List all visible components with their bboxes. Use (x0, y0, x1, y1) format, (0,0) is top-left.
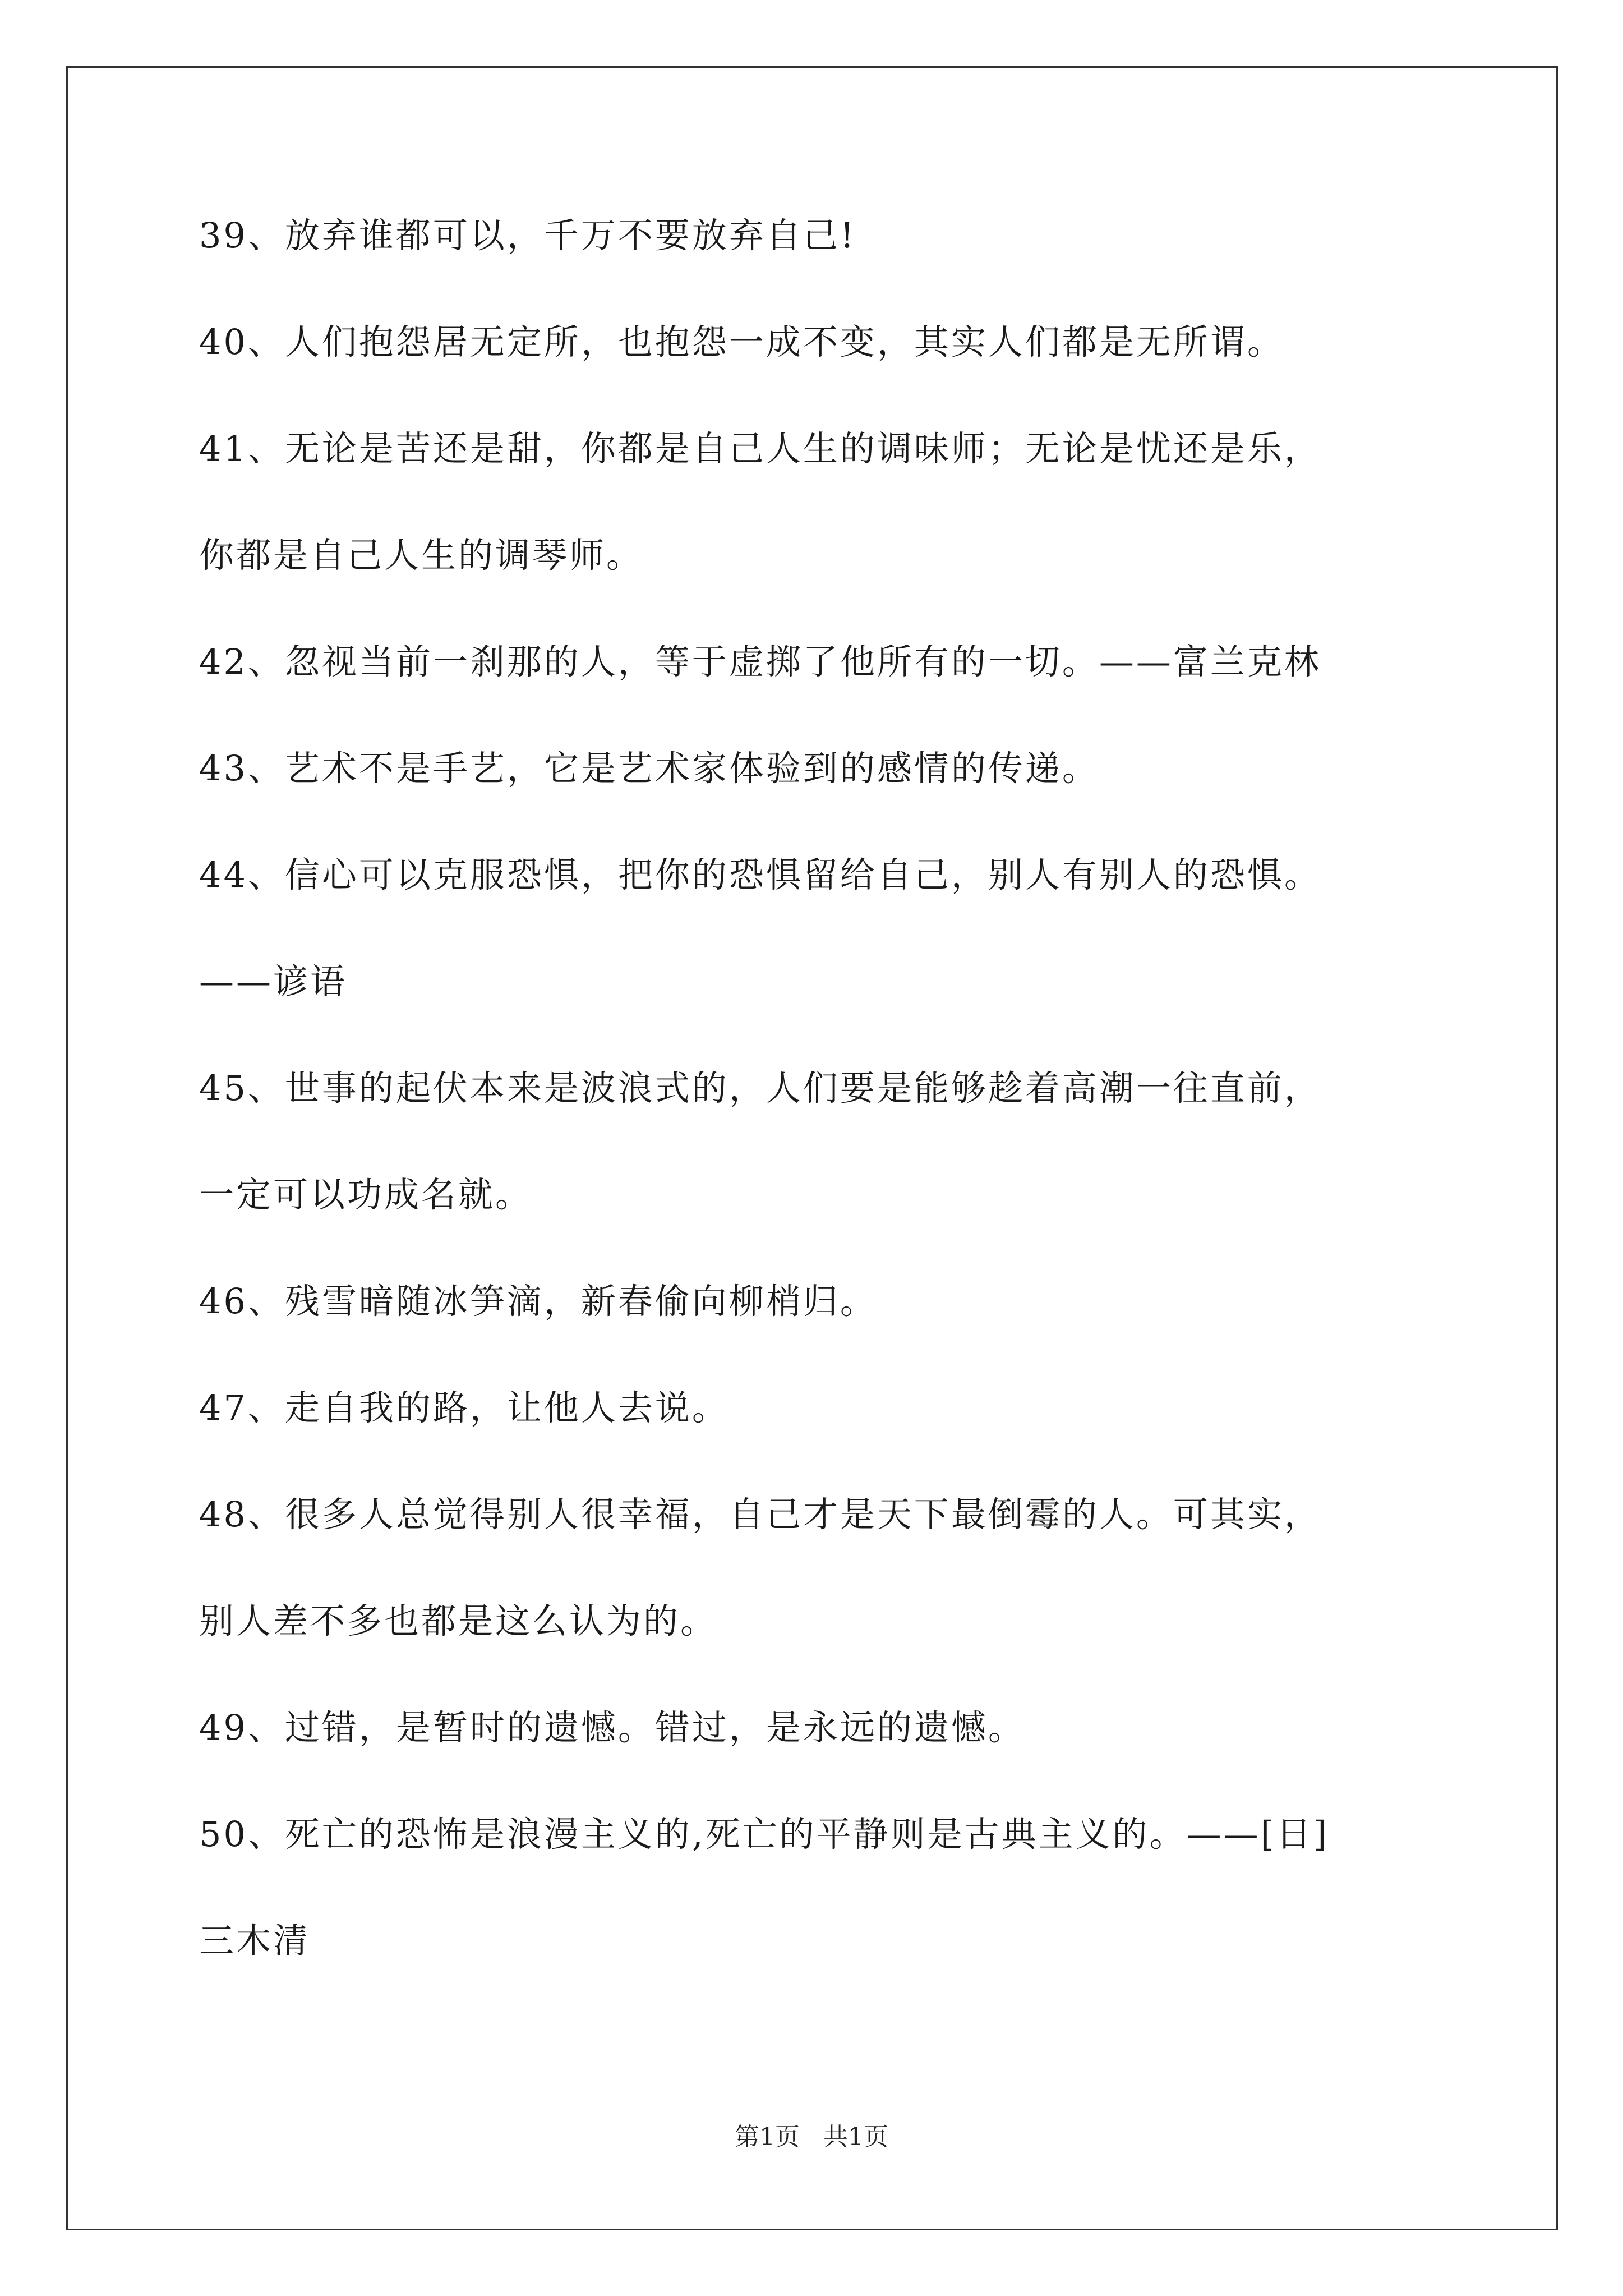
text-line: 42、忽视当前一刹那的人，等于虚掷了他所有的一切。——富兰克林 (199, 641, 1321, 682)
text-line: 48、很多人总觉得别人很幸福，自己才是天下最倒霉的人。可其实， (199, 1494, 1321, 1535)
text-line: 你都是自己人生的调琴师。 (199, 535, 644, 576)
text-line: 46、残雪暗随冰笋滴，新春偷向柳梢归。 (199, 1281, 877, 1322)
text-line: 三木清 (199, 1920, 311, 1961)
text-line: 41、无论是苦还是甜，你都是自己人生的调味师；无论是忧还是乐， (199, 428, 1321, 469)
text-line: 49、过错，是暂时的遗憾。错过，是永远的遗憾。 (199, 1707, 1025, 1748)
text-line: 40、人们抱怨居无定所，也抱怨一成不变，其实人们都是无所谓。 (199, 321, 1284, 362)
text-line: 43、艺术不是手艺，它是艺术家体验到的感情的传递。 (199, 748, 1099, 789)
text-line: 45、世事的起伏本来是波浪式的，人们要是能够趁着高潮一往直前， (199, 1068, 1321, 1108)
page-number: 第1页 (735, 2123, 800, 2151)
text-line: 44、信心可以克服恐惧，把你的恐惧留给自己，别人有别人的恐惧。 (199, 854, 1321, 895)
total-pages: 共1页 (823, 2123, 888, 2151)
text-line: 别人差不多也都是这么认为的。 (199, 1600, 718, 1641)
text-line: 47、走自我的路，让他人去说。 (199, 1387, 729, 1428)
text-line: 50、死亡的恐怖是浪漫主义的,死亡的平静则是古典主义的。——[日] (199, 1814, 1329, 1855)
text-line: 一定可以功成名就。 (199, 1174, 533, 1215)
document-body (199, 209, 1433, 2021)
text-line: ——谚语 (199, 961, 348, 1002)
text-line: 39、放弃谁都可以，千万不要放弃自己! (199, 215, 856, 256)
page-footer (0, 2120, 1623, 2154)
